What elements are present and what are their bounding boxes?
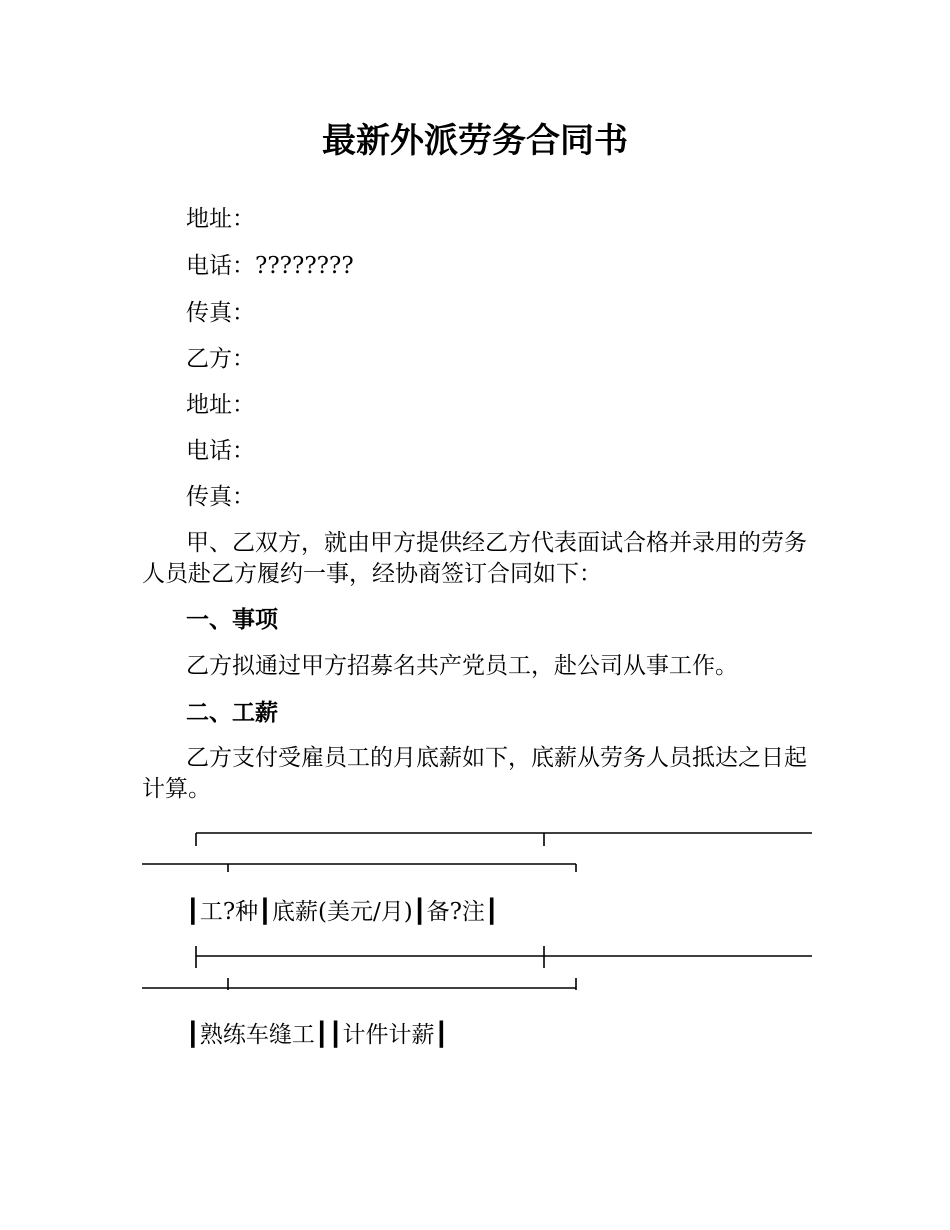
section-1-body: 乙方拟通过甲方招募名共产党员工，赴公司从事工作。 — [186, 653, 738, 679]
table-top-border — [142, 828, 812, 872]
party-b-fax: 传真： — [186, 484, 255, 510]
section-1-heading: 一、事项 — [186, 607, 278, 633]
party-b-phone: 电话： — [186, 438, 255, 464]
party-b-label: 乙方： — [186, 346, 255, 372]
party-a-phone: 电话：???????? — [186, 253, 354, 279]
table-header-row: ┃工?种┃底薪(美元/月)┃备?注┃ — [186, 899, 499, 925]
party-b-address: 地址： — [186, 392, 255, 418]
section-2-heading: 二、工薪 — [186, 700, 278, 726]
party-a-address: 地址： — [186, 206, 255, 232]
table-middle-border — [142, 946, 812, 990]
section-2-body: 乙方支付受雇员工的月底薪如下，底薪从劳务人员抵达之日起计算。 — [142, 745, 807, 802]
document-title: 最新外派劳务合同书 — [322, 121, 628, 161]
party-a-fax: 传真： — [186, 300, 255, 326]
table-data-row: ┃熟练车缝工┃┃计件计薪┃ — [186, 1022, 449, 1048]
intro-paragraph: 甲、乙双方，就由甲方提供经乙方代表面试合格并录用的劳务人员赴乙方履约一事，经协商签订合同如下： — [142, 530, 807, 587]
